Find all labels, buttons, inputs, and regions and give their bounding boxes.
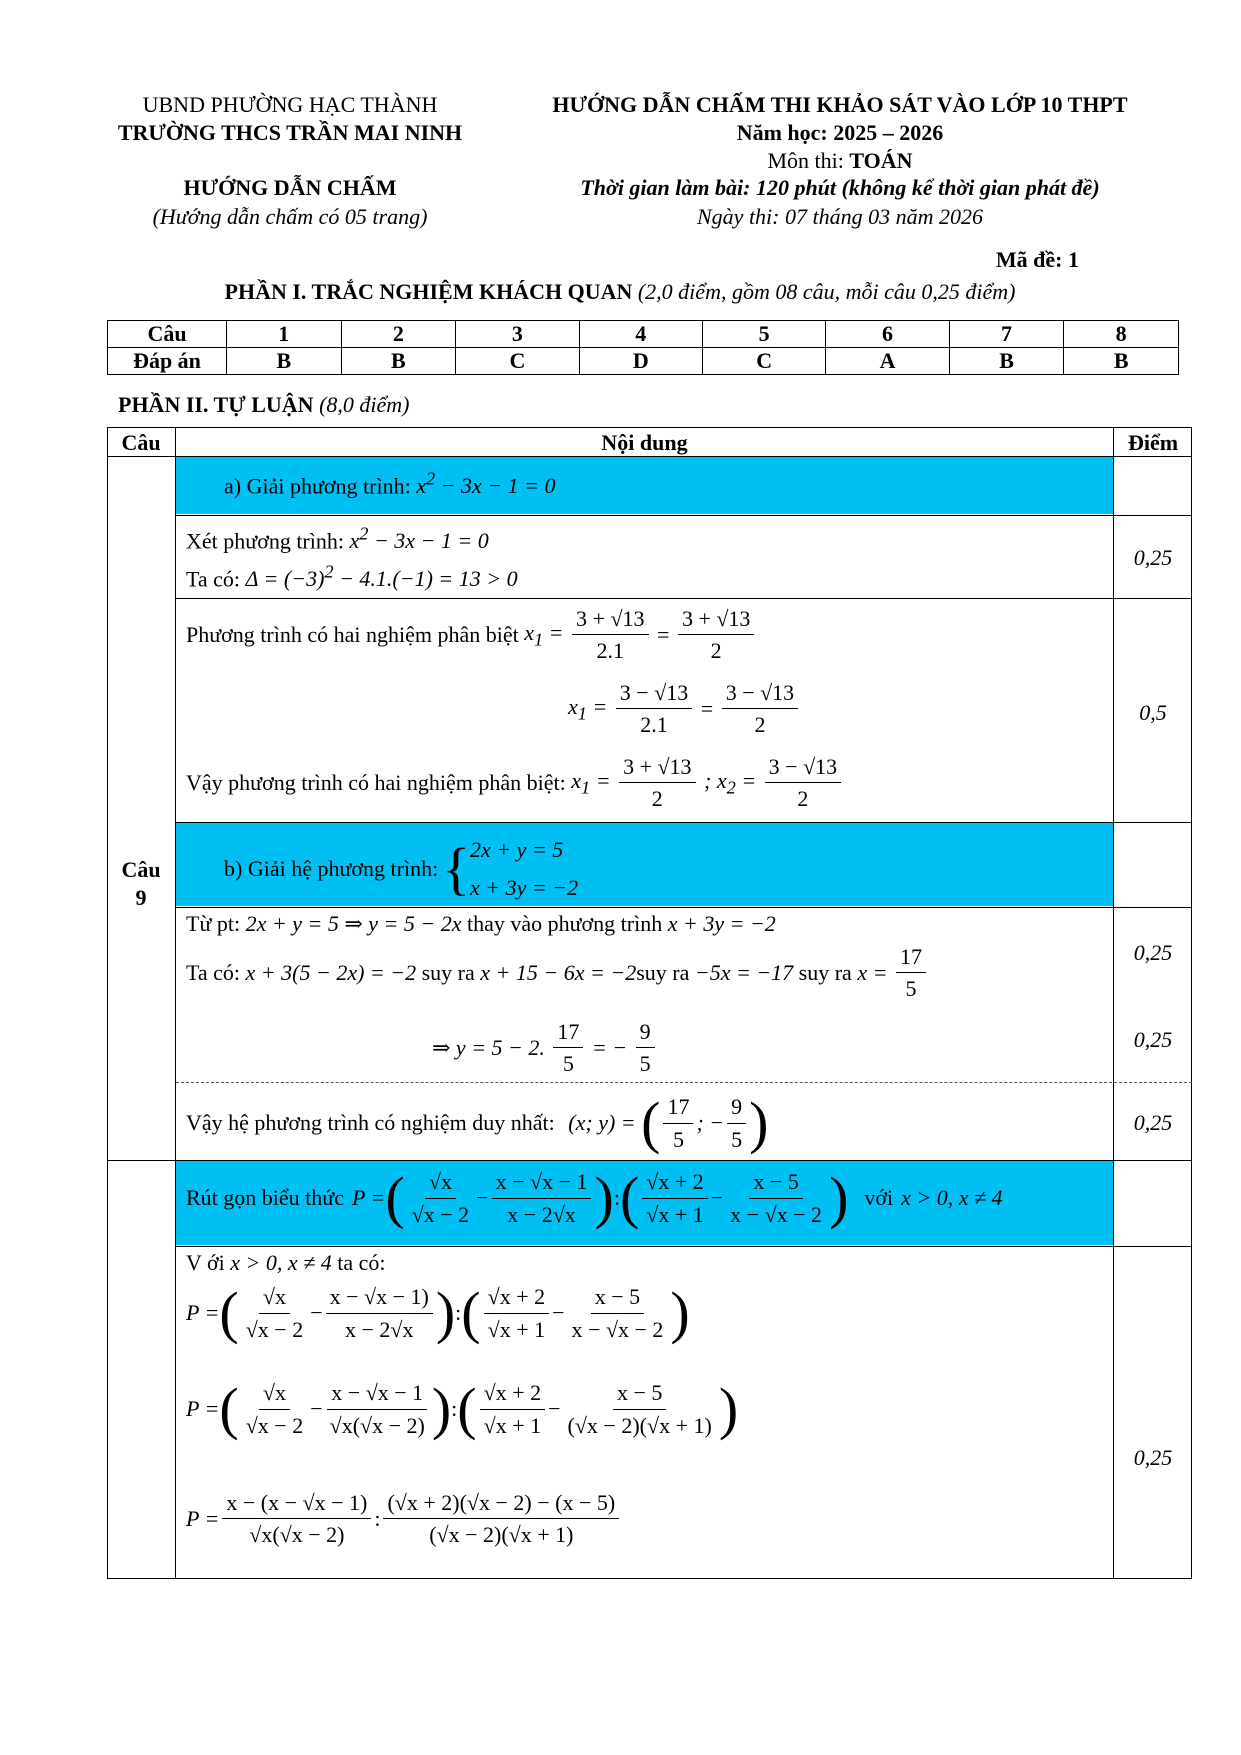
content-line: ⇒ y = 5 − 2. $\frac{17}{5}$ = − $\frac{9}{5}$ [432,1019,658,1077]
table-cell: B [1064,348,1179,375]
score: 0,25 [1133,545,1173,570]
content-line: Xét phương trình: $x^2 - 3x - 1 = 0$ [186,524,489,554]
school-year: Năm học: 2025 – 2026 [736,120,944,145]
question-label-9: Câu 9 [121,857,161,910]
score: 0,25 [1133,1110,1173,1135]
part2-heading: PHẦN II. TỰ LUẬN (8,0 điểm) [118,392,410,417]
table-cell: A [826,348,949,375]
content-line: Ta có: $\Delta = (-3)^2 - 4.1.(-1) = 13 > 0$ [186,562,518,592]
col-header-score: Điểm [1127,430,1179,455]
row-divider [176,907,1192,908]
content-line: $x_1$ = $\frac{3 - √13}{2.1}$ = $\frac{3 - √13}{2}$ [568,680,801,738]
doc-type: HƯỚNG DẪN CHẤM [183,175,397,200]
score: 0,25 [1133,1027,1173,1052]
school-name: TRƯỜNG THCS TRẦN MAI NINH [117,120,463,145]
score: 0,25 [1133,940,1173,965]
table-cell: D [579,348,702,375]
equation: $x^2 - 3x - 1 = 0$ [416,469,556,499]
table-cell: B [227,348,342,375]
content-line: P = ( $\frac{√x}{√x - 2}$ − $\frac{x - √x - 1)}{x - 2√x}$ ) : ( $\frac{√x + 2}{√x + 1}$ − $\frac{x - 5}{x - √x - 2}$ ) [186,1280,690,1345]
table-cell: B [949,348,1064,375]
content-line: P = ( $\frac{√x}{√x - 2}$ − $\frac{x - √x - 1}{√x(√x - 2)}$ ) : ( $\frac{√x + 2}{√x + 1}$ − $\frac{x - 5}{(√x - 2)(√x + 1)}$ ) [186,1376,739,1441]
page-count-note: (Hướng dẫn chấm có 05 trang) [152,204,428,229]
table-cell: C [456,348,579,375]
table-cell: 7 [949,321,1064,348]
table-cell: C [702,348,825,375]
content-line: Phương trình có hai nghiệm phân biệt $x_1$ = $\frac{3 + √13}{2.1}$ = $\frac{3 + √13}{2}$ [186,606,757,664]
score: 0,25 [1133,1445,1173,1470]
table-cell: 1 [227,321,342,348]
answer-table-row-questions [108,321,1179,348]
table-cell: 4 [579,321,702,348]
row-divider [176,1082,1192,1083]
row-divider [176,598,1192,599]
subject-line: Môn thi: TOÁN [767,148,913,173]
content-line: Từ pt: 2x + y = 5 ⇒ y = 5 − 2x thay vào phương trình x + 3y = −2 [186,911,776,936]
table-cell: Câu [108,321,227,348]
table-cell: 3 [456,321,579,348]
score: 0,5 [1139,700,1167,725]
row-divider [176,515,1192,516]
part-b-header: b) Giải hệ phương trình: { 2x + y = 5 x + 3y = −2 [176,823,1113,906]
col-header-content: Nội dung [601,430,688,455]
answer-table [107,320,1179,375]
col-divider [1113,427,1114,1579]
answer-table-row-answers [108,348,1179,375]
dept-name: UBND PHƯỜNG HẠC THÀNH [142,92,438,117]
table-cell: 8 [1064,321,1179,348]
table-cell: 5 [702,321,825,348]
part-c-header: Rút gọn biểu thức P = ( $\frac{√x}{√x - 2}$ − $\frac{x - √x - 1}{x - 2√x}$ ) : ( $\frac{√x + 2}{√x + 1}$ − $\frac{x - 5}{x - √x - 2}$ ) với x > 0, x ≠ 4 [176,1161,1113,1245]
content-line: V ới x > 0, x ≠ 4 ta có: [186,1250,386,1275]
part1-heading: PHẦN I. TRẮC NGHIỆM KHÁCH QUAN (2,0 điểm, gồm 08 câu, mỗi câu 0,25 điểm) [224,279,1016,304]
table-cell: Đáp án [108,348,227,375]
table-cell: B [341,348,456,375]
content-line: Ta có: x + 3(5 − 2x) = −2 suy ra x + 15 − 6x = −2suy ra −5x = −17 suy ra x = $\frac{17}{5}$ [186,944,929,1002]
doc-title: HƯỚNG DẪN CHẤM THI KHẢO SÁT VÀO LỚP 10 THPT [552,92,1128,117]
time-limit: Thời gian làm bài: 120 phút (không kể thời gian phát đề) [580,175,1100,200]
row-divider [176,1246,1192,1247]
exam-date: Ngày thi: 07 tháng 03 năm 2026 [697,204,983,229]
content-line: Vậy phương trình có hai nghiệm phân biệt: $x_1$ = $\frac{3 + √13}{2}$ ; $x_2$ = $\frac{3 - √13}{2}$ [186,754,844,812]
part-a-header: a) Giải phương trình: $x^2 - 3x - 1 = 0$ [176,457,1113,514]
content-line: P = $\frac{x - (x - √x - 1)}{√x(√x - 2)}$ : $\frac{(√x + 2)(√x - 2) - (x - 5)}{(√x - 2)(√x + 1)}$ [186,1490,622,1548]
table-cell: 6 [826,321,949,348]
equation-system: 2x + y = 5 x + 3y = −2 [470,837,579,900]
table-cell: 2 [341,321,456,348]
col-divider [175,427,176,1579]
col-header-question: Câu [121,430,161,455]
content-line: Vậy hệ phương trình có nghiệm duy nhất: (x; y) = ( $\frac{17}{5}$ ; − $\frac{9}{5}$ ) [186,1090,769,1155]
exam-code: Mã đề: 1 [995,247,1079,272]
